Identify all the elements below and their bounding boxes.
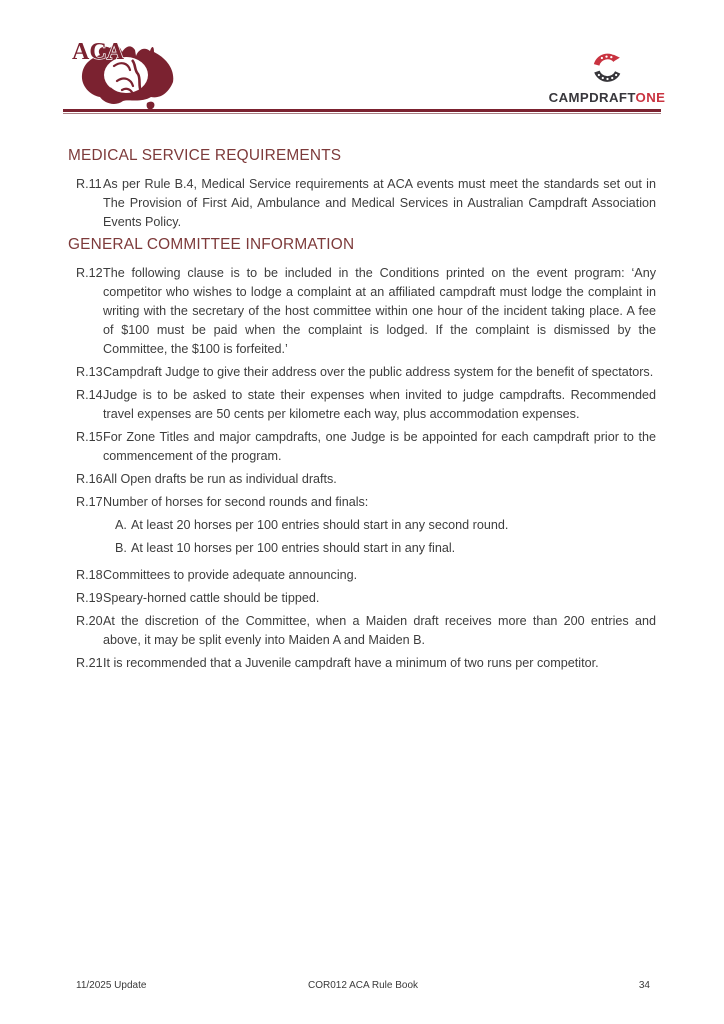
rule-item [68,264,656,359]
rule-body [103,264,656,359]
aca-logo-text: ACA [72,39,124,65]
aca-logo [70,36,186,112]
rule-text: As per Rule B.4, Medical Service requirements at ACA events must meet the standards set out in The Provision of First Aid, Ambulance and Medical Services in Australian Campdraft Association Events Policy. [103,177,656,229]
rule-body [103,470,656,489]
subitem-letter: B. [115,541,127,555]
rule-body [103,654,656,673]
document-body [68,147,656,677]
footer-page-number: 34 [638,980,650,991]
rule-section [68,147,656,232]
rule-text: For Zone Titles and major campdrafts, one Judge is be appointed for each campdraft prior to the commencement of the program. [103,430,656,463]
rule-text: At the discretion of the Committee, when a Maiden draft receives more than 200 entries and above, it may be split evenly into Maiden A and Maiden B. [103,614,656,647]
rule-item [68,175,656,232]
subitem-text: At least 10 horses per 100 entries should start in any final. [131,541,456,555]
brand-main-text: CAMPDRAFT [548,90,636,105]
section-title: MEDICAL SERVICE REQUIREMENTS [68,147,342,164]
aca-australia-map-icon [70,36,186,112]
rule-number: R.18 [76,568,103,582]
rule-number: R.16 [76,472,103,486]
rule-item [68,589,656,608]
rule-text: Number of horses for second rounds and finals: [103,495,369,509]
header-divider [63,109,661,114]
rule-text: The following clause is to be included in the Conditions printed on the event program: ‘Any competitor who wishes to lodge a complaint at an affiliated campdraft must lodge the complaint in writing with the secretary of the host committee within one hour of the incident taking place. A fee of $100 must be paid when the complaint is lodged. If the complaint is dismissed by the Committee, the $100 is forfeited.’ [103,266,656,356]
rule-text: All Open drafts be run as individual drafts. [103,472,337,486]
rule-item [68,363,656,382]
rule-item [68,493,656,562]
rule-body [103,175,656,232]
rule-number: R.11 [76,177,102,191]
rule-item [68,470,656,489]
section-title: GENERAL COMMITTEE INFORMATION [68,236,355,253]
rule-body [103,589,656,608]
rule-subitem [115,539,656,558]
rules-list [68,175,656,232]
rules-list [68,264,656,673]
campdraftone-c-icon [591,44,624,87]
page-footer [76,980,650,991]
rule-subitem [115,516,656,535]
rule-number: R.15 [76,430,103,444]
rule-item [68,612,656,650]
rule-text: Speary-horned cattle should be tipped. [103,591,320,605]
brand-accent-text: ONE [635,90,666,105]
subitem-text: At least 20 horses per 100 entries should start in any second round. [131,518,509,532]
rule-subitems [103,516,656,558]
rule-text: Committees to provide adequate announcing. [103,568,358,582]
rule-text: Campdraft Judge to give their address over the public address system for the benefit of spectators. [103,365,654,379]
rule-number: R.14 [76,388,103,402]
rule-body [103,493,656,562]
rule-body [103,566,656,585]
rule-text: It is recommended that a Juvenile campdraft have a minimum of two runs per competitor. [103,656,599,670]
campdraftone-wordmark [549,90,666,105]
rule-number: R.17 [76,495,103,509]
subitem-letter: A. [115,518,127,532]
rule-item [68,566,656,585]
rule-item [68,654,656,673]
rule-number: R.19 [76,591,103,605]
rule-item [68,428,656,466]
rule-body [103,363,656,382]
footer-document-title: COR012 ACA Rule Book [307,980,419,991]
campdraftone-logo [548,44,666,105]
rule-number: R.21 [76,656,103,670]
rule-body [103,386,656,424]
rule-item [68,386,656,424]
rule-body [103,428,656,466]
rule-section [68,236,656,673]
rule-number: R.13 [76,365,103,379]
rule-number: R.12 [76,266,103,280]
rule-body [103,612,656,650]
rule-number: R.20 [76,614,103,628]
footer-update-label: 11/2025 Update [76,980,147,991]
rule-text: Judge is to be asked to state their expenses when invited to judge campdrafts. Recommended travel expenses are 50 cents per kilometre each way, plus accommodation expenses. [103,388,656,421]
